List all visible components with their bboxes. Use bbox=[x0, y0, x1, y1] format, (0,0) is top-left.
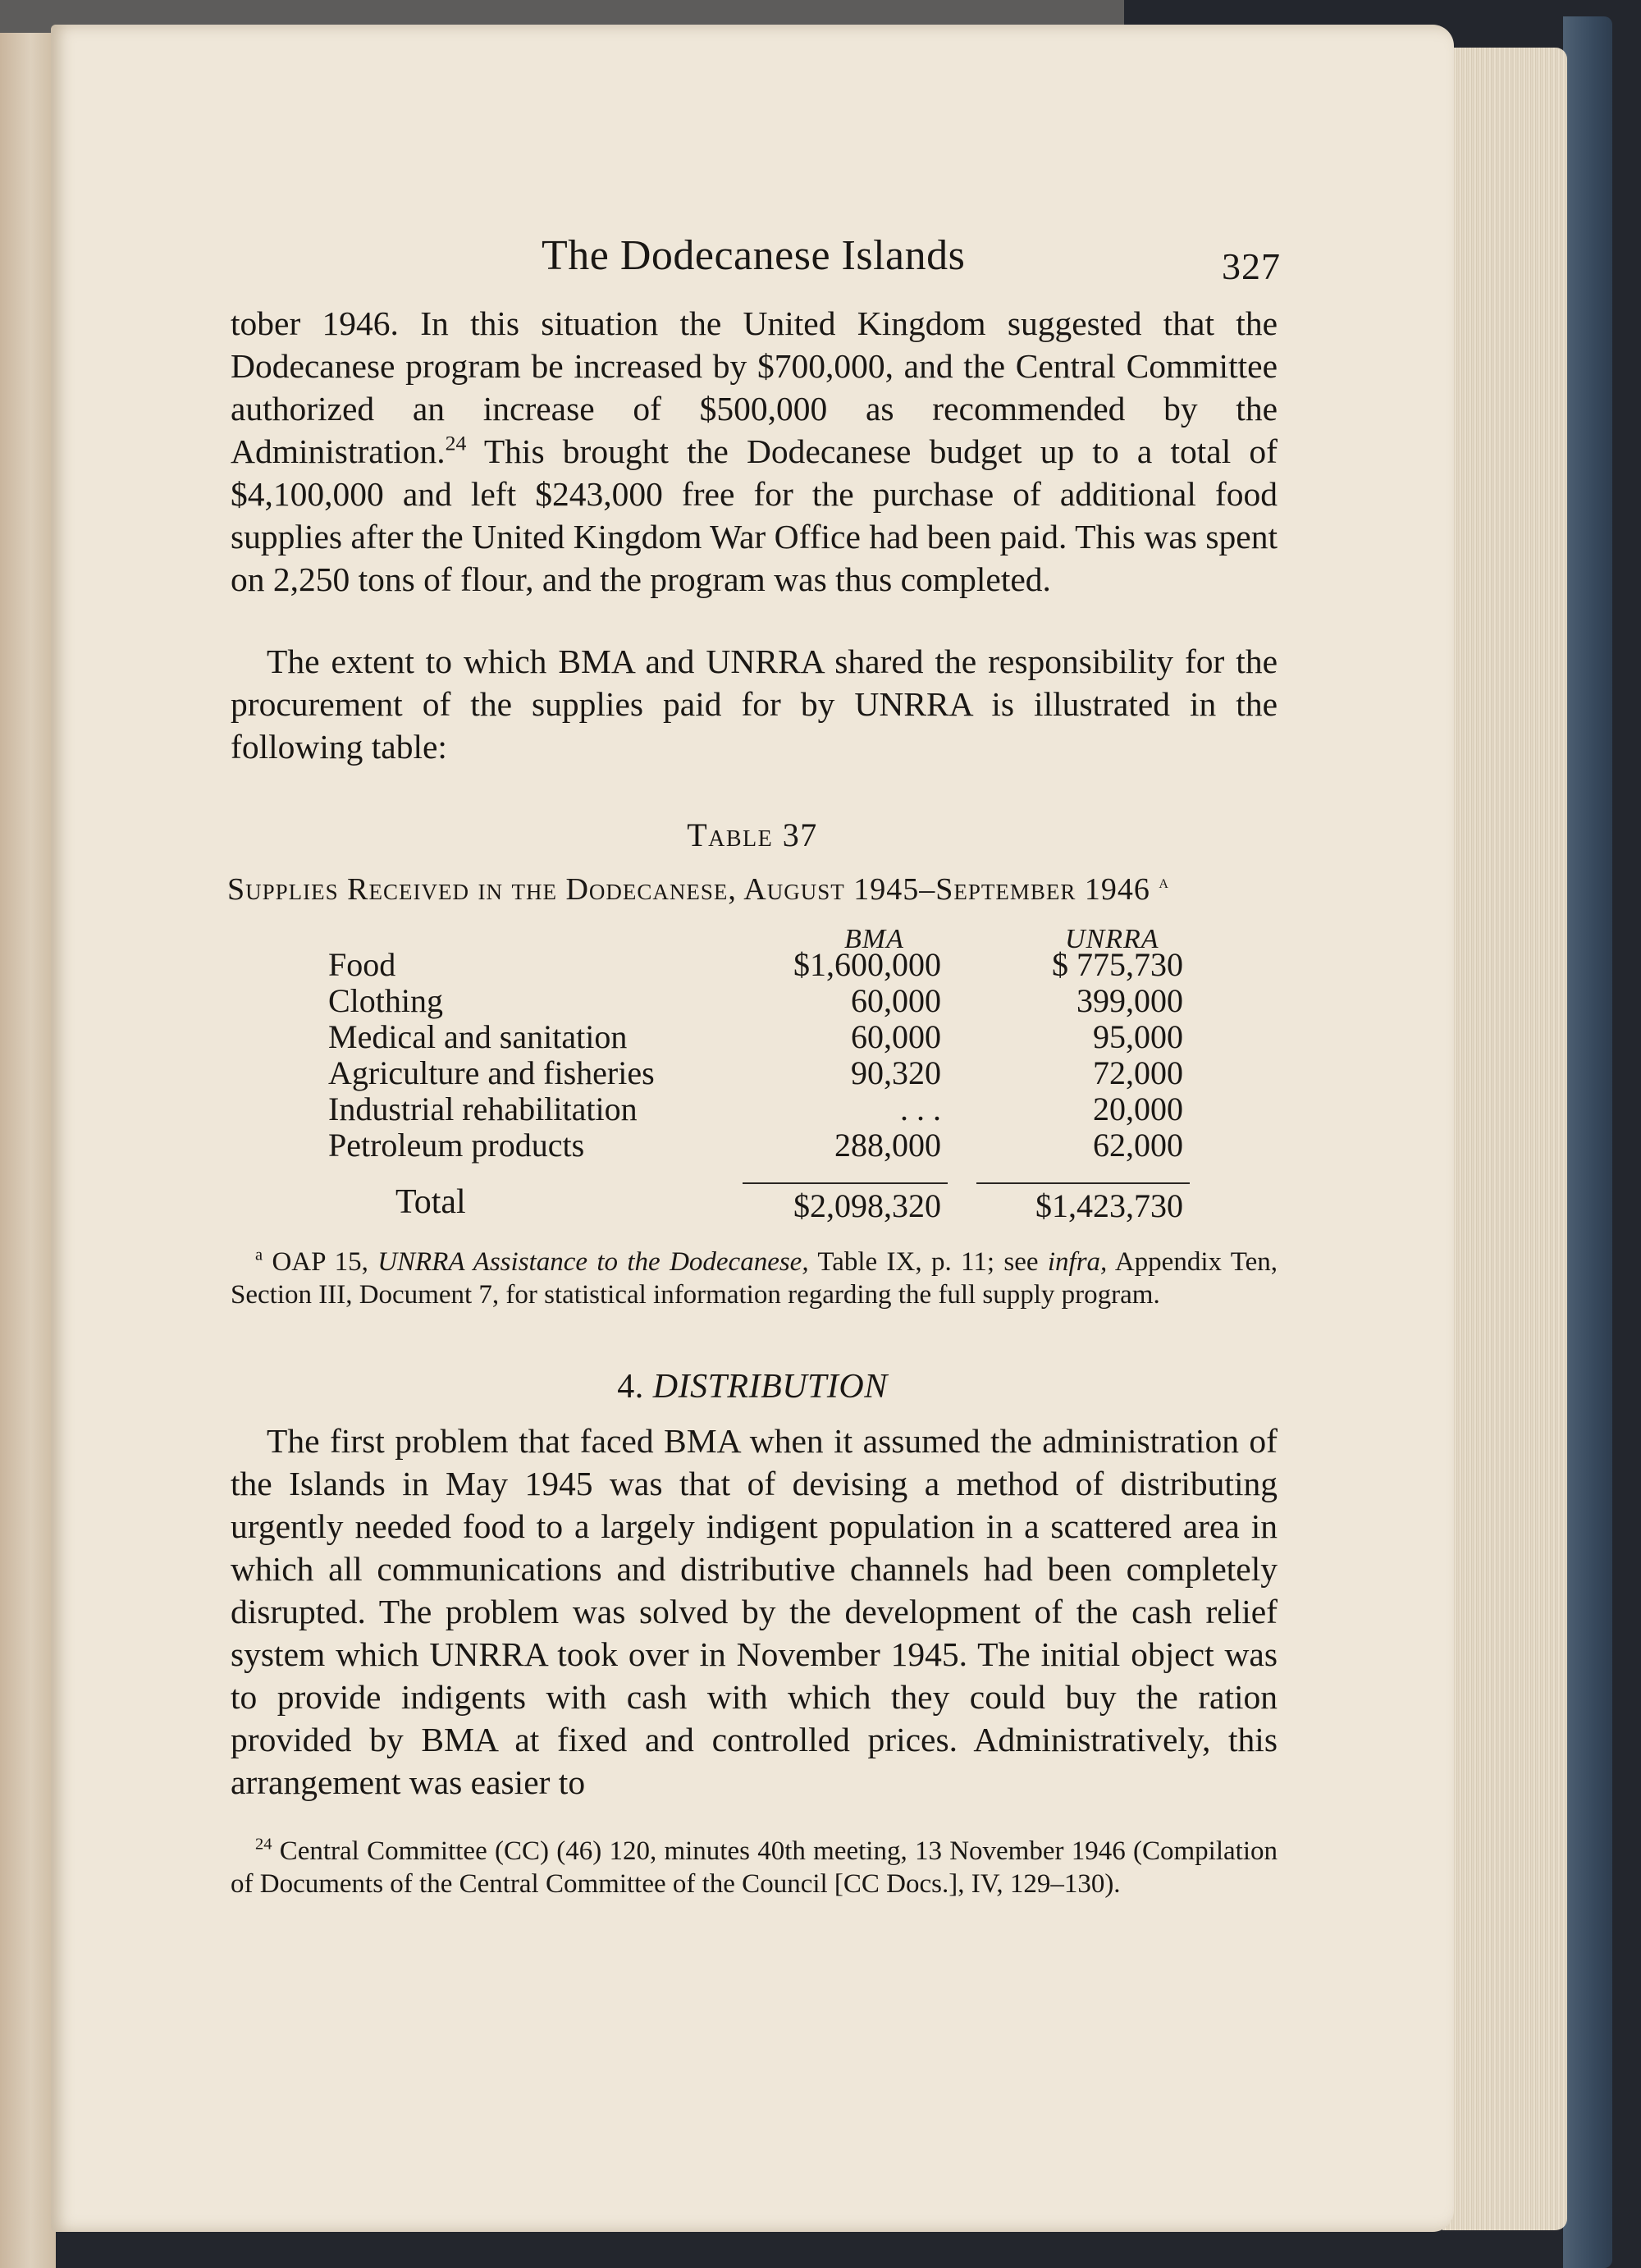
table-cell-unrra: 62,000 bbox=[1093, 1127, 1183, 1164]
table-cell-unrra: 399,000 bbox=[1076, 982, 1183, 1019]
table-footnote-mark: a bbox=[255, 1246, 263, 1264]
paragraph-1-text-a: tober 1946. In this situation the United Kingdom suggested that the Dodecanese program be increased by $700,000, and the Central Committee authorized an increase of $500,000 as recommended by the Administration. bbox=[231, 304, 1278, 470]
table-footnote-title: UNRRA Assistance to the Dodecanese, bbox=[377, 1247, 809, 1277]
paragraph-1-text-b: This brought the Dodecanese budget up to a total of $4,100,000 and left $243,000 free for the purchase of additional food supplies after the United Kingdom War Office had been paid. This was spent on 2,250 tons of flour, and the program was thus completed. bbox=[231, 432, 1278, 598]
footnote-24 bbox=[231, 1835, 1278, 1900]
footnote-ref-24: 24 bbox=[445, 431, 467, 455]
table-cell-bma: 60,000 bbox=[851, 982, 941, 1019]
table-cell-bma: . . . bbox=[900, 1091, 941, 1127]
table-total-bma: $2,098,320 bbox=[793, 1187, 941, 1224]
paragraph-3: The first problem that faced BMA when it assumed the administration of the Islands in May 1945 was that of devising a method of distributing urgently needed food to a largely indigent population in a scattered area in which all communications and distributive channels had been completely disrupted. The problem was solved by the development of the cash relief system which UNRRA took over in November 1945. The initial object was to provide indigents with cash with which they could buy the ration provided by BMA at fixed and controlled prices. Administratively, this arrangement was easier to bbox=[231, 1422, 1278, 1801]
section-heading bbox=[51, 1367, 1454, 1406]
table-cell-bma: $1,600,000 bbox=[793, 946, 941, 983]
table-row-label: Industrial rehabilitation bbox=[328, 1091, 638, 1127]
table-footnote-infra: infra, bbox=[1047, 1247, 1108, 1277]
column-header-unrra: UNRRA bbox=[1065, 924, 1159, 954]
footnote-24-mark: 24 bbox=[255, 1835, 272, 1854]
table-footnote-text: OAP 15, bbox=[263, 1247, 378, 1277]
table-row-label: Food bbox=[328, 946, 396, 983]
running-header-title: The Dodecanese Islands bbox=[542, 232, 966, 279]
table-total-label: Total bbox=[395, 1183, 466, 1221]
book-page bbox=[51, 25, 1454, 2232]
table-row-label: Medical and sanitation bbox=[328, 1018, 628, 1055]
table-total-rule-bma bbox=[743, 1182, 948, 1184]
table-cell-bma: 288,000 bbox=[834, 1127, 941, 1164]
left-page-edge bbox=[0, 33, 56, 2268]
table-row-label: Petroleum products bbox=[328, 1127, 585, 1164]
table-cell-unrra: 72,000 bbox=[1093, 1054, 1183, 1091]
table-footnote-text: Table IX, p. 11; see bbox=[808, 1247, 1048, 1277]
table-caption-text: Supplies Received in the Dodecanese, August 1945–September 1946 bbox=[227, 872, 1150, 907]
section-number: 4. bbox=[617, 1368, 644, 1406]
table-row-label: Clothing bbox=[328, 982, 444, 1019]
table-cell-unrra: 20,000 bbox=[1093, 1091, 1183, 1127]
table-row-label: Agriculture and fisheries bbox=[328, 1054, 655, 1091]
table-footnote-text: Appendix Ten, Section III, Document 7, for statistical information regarding the full supply program. bbox=[231, 1247, 1278, 1310]
section-title: DISTRIBUTION bbox=[652, 1368, 888, 1406]
table-cell-unrra: 95,000 bbox=[1093, 1018, 1183, 1055]
column-header-bma: BMA bbox=[844, 924, 904, 954]
table-caption-ref: a bbox=[1159, 871, 1169, 893]
paragraph-1 bbox=[231, 302, 1278, 601]
table-cell-bma: 60,000 bbox=[851, 1018, 941, 1055]
table-total-rule-unrra bbox=[976, 1182, 1190, 1184]
book-cover-edge bbox=[1563, 16, 1612, 2268]
table-caption bbox=[227, 871, 1286, 908]
table-cell-bma: 90,320 bbox=[851, 1054, 941, 1091]
table-total-unrra: $1,423,730 bbox=[1035, 1187, 1183, 1224]
page-number: 327 bbox=[1222, 245, 1281, 287]
table-footnote bbox=[231, 1246, 1278, 1311]
table-cell-unrra: $ 775,730 bbox=[1052, 946, 1183, 983]
paragraph-2: The extent to which BMA and UNRRA shared the responsibility for the procurement of the supplies paid for by UNRRA is illustrated in the following table: bbox=[231, 642, 1278, 766]
footnote-24-text: Central Committee (CC) (46) 120, minutes 40th meeting, 13 November 1946 (Compilation of Documents of the Central Committee of the Council [CC Docs.], IV, 129–130). bbox=[231, 1836, 1278, 1899]
table-label: Table 37 bbox=[687, 816, 818, 853]
page-stack-edge bbox=[1442, 48, 1567, 2230]
